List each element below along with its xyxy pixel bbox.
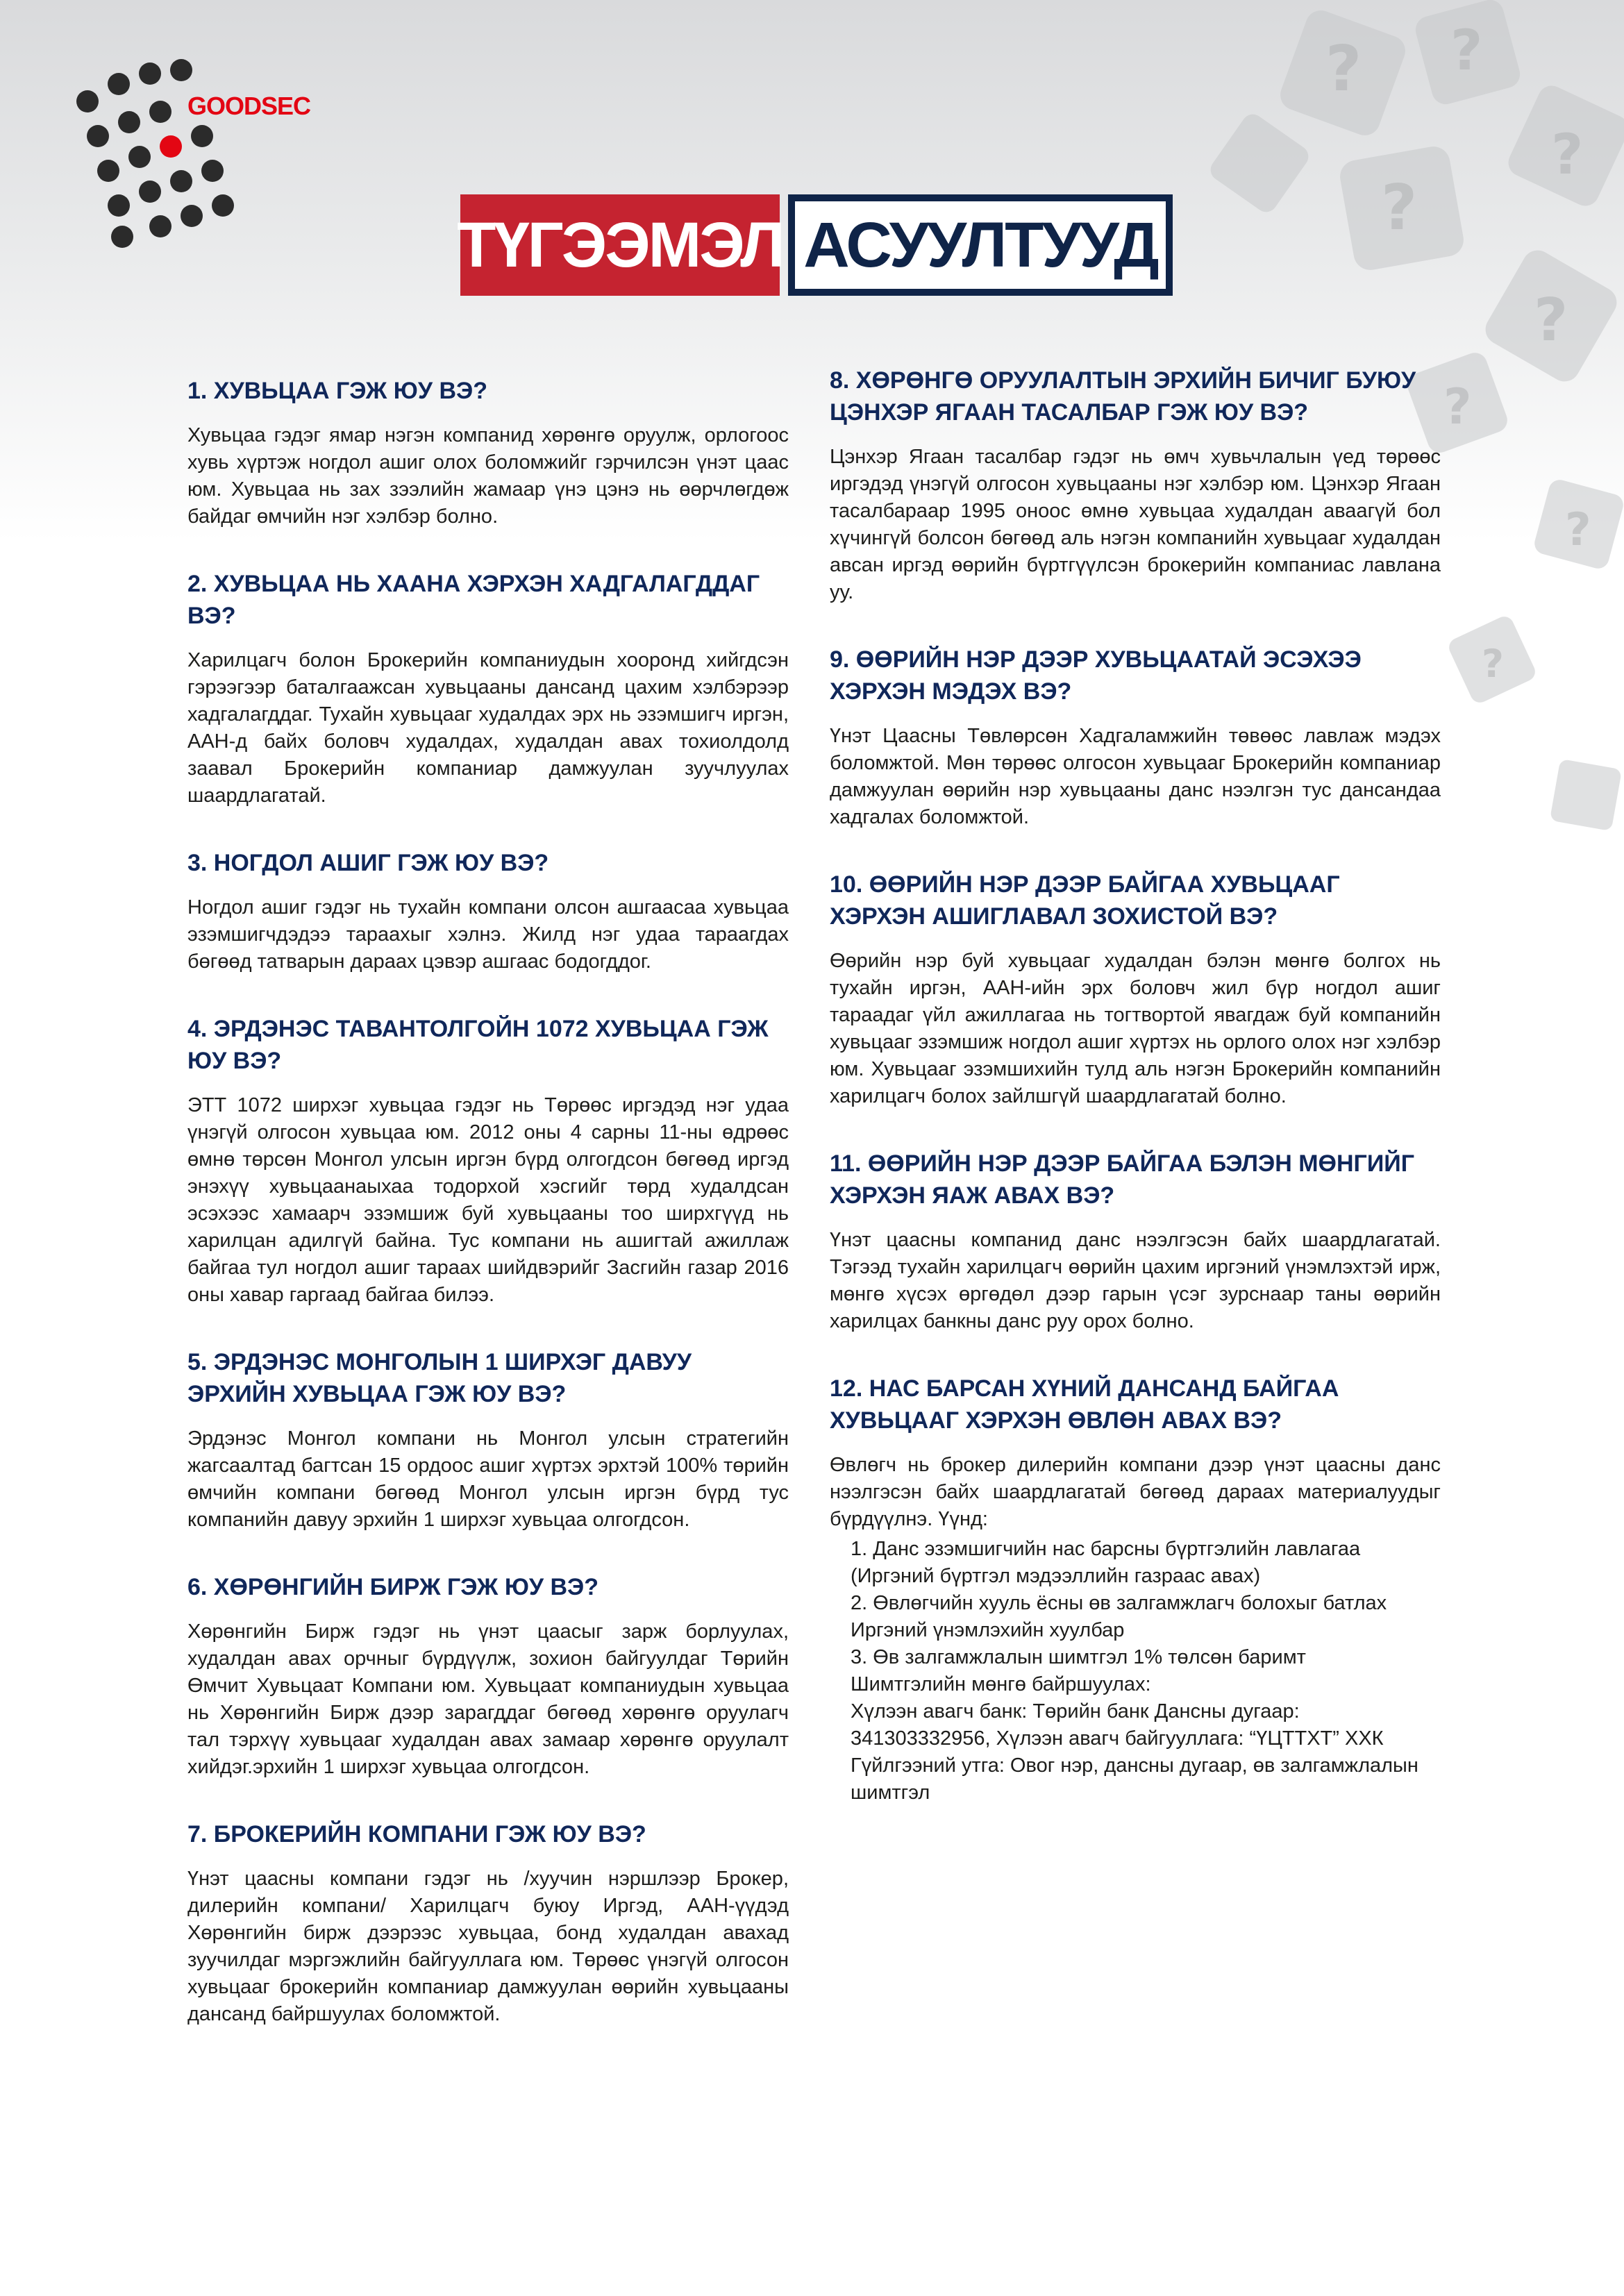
right-column	[830, 364, 1441, 1844]
faq-item	[187, 847, 789, 975]
title-part-2: АСУУЛТУУД	[788, 194, 1173, 296]
svg-text:?: ?	[1381, 171, 1418, 244]
faq-item	[830, 364, 1441, 606]
faq-answer: Ногдол ашиг гэдэг нь тухайн компани олсон ашгаасаа хувьцаа эзэмшигчдэдээ тараахыг хэлнэ. Жилд нэг удаа тараагдах бөгөөд татварын дараах цэвэр ашгаас бодогддог.	[187, 896, 789, 973]
svg-text:?: ?	[1551, 122, 1584, 187]
title-part-1: ТҮГЭЭМЭЛ	[460, 194, 780, 296]
svg-text:?: ?	[1482, 642, 1504, 686]
faq-question: 11. ӨӨРИЙН НЭР ДЭЭР БАЙГАА БЭЛЭН МӨНГИЙГ ХЭРХЭН ЯАЖ АВАХ ВЭ?	[830, 1150, 1414, 1209]
faq-question: 9. ӨӨРИЙН НЭР ДЭЭР ХУВЬЦААТАЙ ЭСЭХЭЭ ХЭРХЭН МЭДЭХ ВЭ?	[830, 646, 1362, 705]
faq-answer: Өвлөгч нь брокер дилерийн компани дээр үнэт цаасны данс нээлгэсэн байх шаардлагатай бөгөөд дараах материалуудыг бүрдүүлнэ. Үүнд:	[830, 1454, 1441, 1530]
logo-text: GOODSEC	[187, 92, 311, 120]
svg-text:?: ?	[1450, 18, 1483, 83]
svg-text:?: ?	[1443, 378, 1472, 435]
faq-item	[187, 1346, 789, 1534]
faq-item	[830, 644, 1441, 831]
faq-answer: Үнэт Цаасны Төвлөрсөн Хадгаламжийн төвөөс лавлаж мэдэх боломжтой. Мөн төрөөс олгосон хувьцааг Брокерийн компаниар дамжуулан өөрийн нэр хувьцааны данс нээлгэн тус дансандаа хадгалах боломжтой.	[830, 725, 1441, 828]
faq-question: 8. ХӨРӨНГӨ ОРУУЛАЛТЫН ЭРХИЙН БИЧИГ БУЮУ ЦЭНХЭР ЯГААН ТАСАЛБАР ГЭЖ ЮУ ВЭ?	[830, 367, 1416, 426]
faq-question: 7. БРОКЕРИЙН КОМПАНИ ГЭЖ ЮУ ВЭ?	[187, 1821, 646, 1847]
required-documents-list	[851, 1536, 1441, 1807]
faq-item	[187, 1013, 789, 1309]
faq-answer: Цэнхэр Ягаан тасалбар гэдэг нь өмч хувьчлалын үед төрөөс иргэдэд үнэгүй олгосон хувьцааны нэг хэлбэр юм. Цэнхэр Ягаан тасалбараар 1995 оноос өмнө хувьцаа худалдан аваагүй бол хүчингүй болсон бөгөөд аль нэгэн компанийн хувьцааг худалдан авсан иргэд өөрийн бүртгүүлсэн брокерийн компаниас лавлана уу.	[830, 446, 1441, 603]
faq-answer: Эрдэнэс Монгол компани нь Монгол улсын стратегийн жагсаалтад багтсан 15 ордоос ашиг хүртэх эрхтэй 100% төрийн өмчийн компани бөгөөд Монгол улсын иргэн бүрд тус компанийн давуу эрхийн 1 ширхэг хувьцаа олгогдсон.	[187, 1427, 789, 1531]
faq-item	[830, 869, 1441, 1110]
faq-question: 5. ЭРДЭНЭС МОНГОЛЫН 1 ШИРХЭГ ДАВУУ ЭРХИЙН ХУВЬЦАА ГЭЖ ЮУ ВЭ?	[187, 1349, 692, 1407]
faq-item	[830, 1373, 1441, 1807]
list-item: 1. Данс эзэмшигчийн нас барсны бүртгэлийн лавлагаа (Иргэний бүртгэл мэдээллийн газраас авах)	[851, 1538, 1361, 1587]
faq-item	[830, 1148, 1441, 1335]
faq-answer: Өөрийн нэр буй хувьцааг худалдан бэлэн мөнгө болгох нь тухайн иргэн, ААН-ийн эрх боловч жил бүр ногдол ашиг тараадаг үйл ажиллагаа нь тогтвортой явагдаж буй компанийн хувьцааг эзэмшиж ногдол ашиг хүртэх нь орлого олох нэг хэлбэр юм. Хувьцааг эзэмшихийн тулд аль нэгэн Брокерийн компанийн харилцагч болох зайлшгүй шаардлагатай болно.	[830, 950, 1441, 1107]
faq-answer: ЭТТ 1072 ширхэг хувьцаа гэдэг нь Төрөөс иргэдэд нэг удаа үнэгүй олгосон хувьцаа юм. 2012 оны 4 сарны 11-ны өдрөөс өмнө төрсөн Монгол улсын иргэн бүрд олгогдсон бөгөөд иргэд энэхүү хувьцаанаыхаа тодорхой хэсгийг төрд худалдсан эсэхээс хамаарч эзэмшиж буй хувьцааны тоо ширхгүүд нь харилцан адилгүй байна. Тус компани нь ашигтай ажиллаж байгаа тул ногдол ашиг тараах шийдвэрийг Засгийн газар 2016 оны хавар гаргаад байгаа билээ.	[187, 1094, 789, 1306]
list-item: 3. Өв залгамжлалын шимтгэл 1% төлсөн баримт	[851, 1646, 1306, 1668]
list-item: Шимтгэлийн мөнгө байршуулах:	[851, 1673, 1151, 1695]
faq-question: 6. ХӨРӨНГИЙН БИРЖ ГЭЖ ЮУ ВЭ?	[187, 1574, 598, 1600]
faq-answer: Хөрөнгийн Бирж гэдэг нь үнэт цаасыг зарж борлуулах, худалдан авах орчныг бүрдүүлж, зохион байгуулдаг Төрийн Өмчит Хувьцаат Компани юм. Хувьцаат компаниудын хувьцаа нь Хөрөнгийн Бирж дээр зарагддаг бөгөөд хөрөнгө оруулагч тал тэрхүү хувьцааг худалдан авах замаар хөрөнгө оруулалт хийдэг.эрхийн 1 ширхэг хувьцаа олгогдсон.	[187, 1620, 789, 1778]
faq-question: 1. ХУВЬЦАА ГЭЖ ЮУ ВЭ?	[187, 378, 487, 404]
faq-question: 3. НОГДОЛ АШИГ ГЭЖ ЮУ ВЭ?	[187, 850, 549, 876]
list-item: 2. Өвлөгчийн хууль ёсны өв залгамжлагч болохыг батлах Иргэний үнэмлэхийн хуулбар	[851, 1592, 1387, 1641]
faq-item	[187, 375, 789, 530]
faq-question: 2. ХУВЬЦАА НЬ ХААНА ХЭРХЭН ХАДГАЛАГДДАГ ВЭ?	[187, 571, 760, 629]
faq-item	[187, 1818, 789, 2028]
faq-question: 4. ЭРДЭНЭС ТАВАНТОЛГОЙН 1072 ХУВЬЦАА ГЭЖ ЮУ ВЭ?	[187, 1016, 769, 1074]
faq-question: 10. ӨӨРИЙН НЭР ДЭЭР БАЙГАА ХУВЬЦААГ ХЭРХЭН АШИГЛАВАЛ ЗОХИСТОЙ ВЭ?	[830, 871, 1340, 930]
left-column	[187, 375, 789, 2065]
faq-answer: Хувьцаа гэдэг ямар нэгэн компанид хөрөнгө оруулж, орлогоос хувь хүртэж ногдол ашиг олох боломжийг гэрчилсэн үнэт цаас юм. Хувьцаа нь зах зээлийн жамаар үнэ цэнэ нь өөрчлөгдөж байдаг өмчийн нэг хэлбэр болно.	[187, 424, 789, 528]
faq-answer: Үнэт цаасны компани гэдэг нь /хуучин нэршлээр Брокер, дилерийн компани/ Харилцагч буюу Иргэд, ААН-үүдэд Хөрөнгийн бирж дээрээс хувьцаа, бонд худалдан авахад зуучилдаг мэргэжлийн байгууллага юм. Төрөөс үнэгүй олгосон хувьцааг брокерийн компаниар дамжуулан өөрийн хувьцааны дансанд байршуулах боломжтой.	[187, 1868, 789, 2025]
goodsec-logo	[69, 49, 311, 257]
faq-answer: Үнэт цаасны компанид данс нээлгэсэн байх шаардлагатай. Тэгээд тухайн харилцагч өөрийн цахим иргэний үнэмлэхтэй ирж, мөнгө хүсэх өргөдөл дээр гарын үсэг зурснаар таны өөрийн харилцах банкны данс руу орох болно.	[830, 1229, 1441, 1332]
faq-item	[187, 1571, 789, 1781]
svg-text:?: ?	[1565, 504, 1591, 556]
svg-text:?: ?	[1325, 33, 1362, 106]
faq-item	[187, 568, 789, 810]
page-title	[457, 194, 1173, 296]
svg-text:?: ?	[1534, 286, 1568, 355]
faq-question: 12. НАС БАРСАН ХҮНИЙ ДАНСАНД БАЙГАА ХУВЬЦААГ ХЭРХЭН ӨВЛӨН АВАХ ВЭ?	[830, 1375, 1339, 1434]
faq-answer: Харилцагч болон Брокерийн компаниудын хооронд хийгдсэн гэрээгээр баталгаажсан хувьцааны дансанд цахим хэлбэрээр хадгалагддаг. Тухайн хувьцааг худалдах эрх нь эзэмшигч иргэн, ААН-д байх боловч худалдах, худалдан авах тохиолдолд заавал Брокерийн компаниар дамжуулан зуучлуулах шаардлагатай.	[187, 649, 789, 807]
list-item: Хүлээн авагч банк: Төрийн банк Дансны дугаар: 341303332956, Хүлээн авагч байгууллага: “ҮЦТТХТ” ХХК Гүйлгээний утга: Овог нэр, дансны дугаар, өв залгамжлалын шимтгэл	[851, 1700, 1418, 1804]
